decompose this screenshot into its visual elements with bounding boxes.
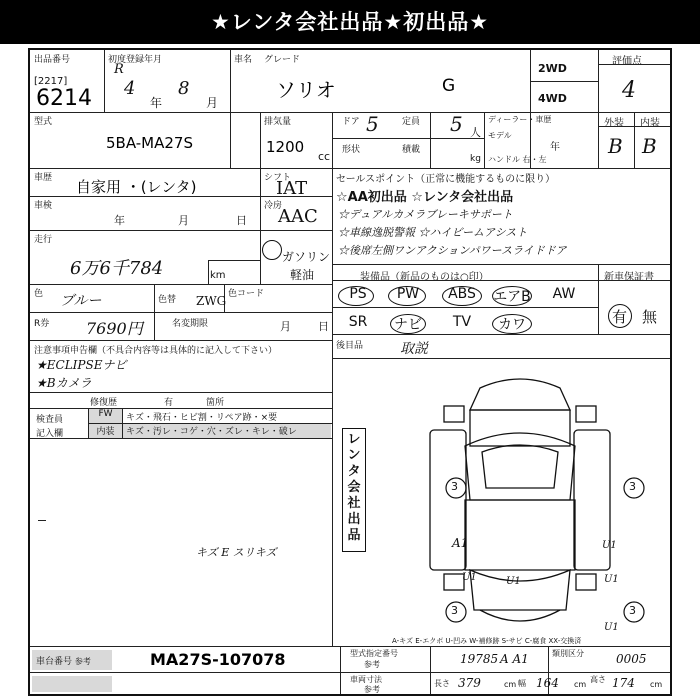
mark-center-left: U1 bbox=[506, 576, 521, 587]
repair-yes: 有 bbox=[164, 398, 174, 408]
color-label: 色 bbox=[34, 289, 44, 299]
ac-value: AAC bbox=[278, 206, 318, 227]
ext-grade: B bbox=[608, 134, 623, 158]
rear-items-value: 取説 bbox=[400, 341, 428, 357]
sales-point-3: ☆車線逸脱警報 ☆ハイビームアシスト bbox=[338, 226, 528, 239]
recycle-value: 7690円 bbox=[86, 319, 143, 338]
chassis-blank bbox=[32, 676, 112, 692]
first-reg-year-unit: 年 bbox=[150, 96, 163, 110]
mark-rear-right: U1 bbox=[604, 574, 619, 585]
drive-4wd: 4WD bbox=[538, 92, 567, 105]
car-name: ソリオ bbox=[276, 78, 336, 102]
equip-navi: ナビ bbox=[394, 317, 422, 333]
sales-point-2: ☆デュアルカメラブレーキサポート bbox=[338, 208, 513, 221]
mileage-value: 6万6千784 bbox=[70, 258, 164, 279]
repair-label: 修復歴 bbox=[90, 398, 118, 408]
dimensions-label: 車両寸法 bbox=[350, 675, 382, 684]
int-label: 内装 bbox=[640, 118, 660, 129]
inspector-fw-label: FW bbox=[89, 409, 122, 423]
displacement-value: 1200 bbox=[266, 138, 305, 156]
doors-label: ドア bbox=[342, 117, 360, 127]
ext-label: 外装 bbox=[604, 118, 624, 129]
damage-legend: A-キズ E-エクボ U-凹み W-補修跡 S-サビ C-腐食 XX-交換済 bbox=[392, 637, 582, 645]
chassis-value: MA27S-107078 bbox=[150, 650, 286, 669]
first-reg-label: 初度登録年月 bbox=[108, 55, 163, 65]
mileage-unit: km bbox=[210, 270, 226, 281]
name-change-month: 月 bbox=[280, 320, 291, 333]
first-reg-era: R bbox=[114, 62, 124, 77]
notes-item-1: ★ECLIPSEナビ bbox=[36, 358, 127, 372]
inspector-interior-text: キズ・汚レ・コゲ・穴・ズレ・キレ・破レ bbox=[123, 424, 331, 438]
width-value: 164 bbox=[536, 676, 559, 690]
inspector-fw-text: キズ・飛石・ヒビ割・リペア跡・×要 bbox=[126, 413, 278, 423]
mark-rear-bumper: A A1 bbox=[500, 652, 529, 666]
mark-front-right: U1 bbox=[602, 540, 617, 551]
sales-points-label: セールスポイント（正常に機能するものに限り） bbox=[336, 174, 556, 185]
auction-sheet bbox=[28, 48, 672, 696]
car-damage-diagram bbox=[370, 360, 670, 646]
car-name-label: 車名 bbox=[234, 55, 253, 65]
height-value: 174 bbox=[612, 676, 635, 690]
color-value: ブルー bbox=[60, 293, 102, 309]
lot-label: 出品番号 bbox=[34, 55, 71, 65]
class-value: 0005 bbox=[616, 652, 647, 666]
model-value: 5BA-MA27S bbox=[106, 134, 193, 152]
name-change-label: 名変期限 bbox=[172, 319, 209, 329]
rear-items-label: 後目品 bbox=[336, 341, 364, 351]
equip-pw: PW bbox=[396, 286, 420, 302]
tire-rear-left: 3 bbox=[451, 604, 458, 617]
handle-label: ハンドル 右・左 bbox=[488, 155, 547, 164]
color-code-label: 色コード bbox=[228, 289, 265, 299]
height-label: 高さ bbox=[590, 675, 606, 684]
inspection-month: 月 bbox=[178, 214, 189, 227]
warranty-label: 新車保証書 bbox=[604, 272, 654, 283]
height-unit: cm bbox=[650, 680, 663, 689]
length-value: 379 bbox=[458, 676, 481, 690]
capacity-value: 5 bbox=[450, 112, 463, 136]
equip-leather: カワ bbox=[498, 317, 526, 333]
model-label: 型式 bbox=[34, 117, 53, 127]
inspector-note: キズ E スリキズ bbox=[196, 546, 277, 559]
model-spec-ref: 参考 bbox=[364, 660, 380, 669]
inspector-label-1: 検査員 bbox=[36, 415, 64, 425]
mark-front-left: A1 bbox=[452, 536, 469, 550]
length-unit: cm bbox=[504, 680, 517, 689]
inspector-interior-label: 内装 bbox=[89, 424, 122, 438]
grade-label: グレード bbox=[264, 55, 301, 65]
inspector-label-2: 記入欄 bbox=[36, 429, 64, 439]
model-year-label: モデル bbox=[488, 131, 512, 140]
color-change-label: 色替 bbox=[158, 295, 177, 305]
mark-rear-corner: U1 bbox=[604, 622, 619, 633]
load-label: 積載 bbox=[402, 145, 421, 155]
lot-number: 6214 bbox=[36, 86, 92, 111]
equip-aw: AW bbox=[552, 286, 576, 302]
first-reg-month: 8 bbox=[178, 78, 190, 99]
warranty-no: 無 bbox=[642, 308, 658, 326]
shift-value: IAT bbox=[276, 178, 308, 199]
class-label: 類別区分 bbox=[552, 649, 584, 658]
width-unit: cm bbox=[574, 680, 587, 689]
first-reg-month-unit: 月 bbox=[206, 96, 219, 110]
drive-2wd: 2WD bbox=[538, 62, 567, 75]
lot-sub: [2217] bbox=[34, 76, 68, 87]
equip-ps: PS bbox=[349, 286, 367, 302]
car-grade: G bbox=[442, 76, 456, 96]
repair-location: 箇所 bbox=[206, 398, 225, 408]
shift-label: シフト bbox=[264, 173, 292, 183]
model-spec-label: 型式指定番号 bbox=[350, 649, 398, 658]
color-code: ZWG bbox=[196, 294, 227, 308]
dealer-label: ディーラー・車歴 bbox=[488, 115, 552, 124]
ac-label: 冷房 bbox=[264, 201, 283, 211]
notes-item-2: ★Bカメラ bbox=[36, 376, 92, 390]
model-year-unit: 年 bbox=[550, 142, 560, 153]
name-change-day: 日 bbox=[318, 320, 329, 333]
capacity-unit: 人 bbox=[470, 126, 481, 139]
inspection-year: 年 bbox=[114, 214, 125, 227]
equip-abs: ABS bbox=[448, 286, 476, 302]
recycle-label: R券 bbox=[34, 319, 50, 329]
tire-rear-right: 3 bbox=[629, 604, 636, 617]
dimensions-ref: 参考 bbox=[364, 685, 380, 694]
equip-sr: SR bbox=[348, 314, 368, 330]
body-shape-label: 形状 bbox=[342, 145, 361, 155]
capacity-label: 定員 bbox=[402, 117, 421, 127]
equip-tv: TV bbox=[452, 314, 472, 330]
equip-airbag: エアB bbox=[493, 289, 531, 305]
model-spec-value: 19785 bbox=[460, 652, 499, 666]
history-label: 車歴 bbox=[34, 173, 53, 183]
displacement-label: 排気量 bbox=[264, 117, 292, 127]
tire-front-right: 3 bbox=[629, 480, 636, 493]
page-banner: ★レンタ会社出品★初出品★ bbox=[0, 0, 700, 44]
fuel-diesel: 軽油 bbox=[290, 268, 315, 282]
fuel-gasoline: ガソリン bbox=[282, 250, 331, 264]
width-label: 幅 bbox=[518, 679, 526, 688]
first-reg-year: 4 bbox=[124, 78, 136, 99]
doors-value: 5 bbox=[366, 112, 379, 136]
displacement-unit: cc bbox=[318, 150, 331, 163]
eval-score: 4 bbox=[622, 78, 636, 103]
equipment-label: 装備品（新品のものは○印） bbox=[360, 272, 489, 283]
notes-label: 注意事項申告欄（不具合内容等は具体的に記入して下さい） bbox=[34, 346, 278, 356]
tire-front-left: 3 bbox=[451, 480, 458, 493]
warranty-yes: 有 bbox=[612, 308, 628, 326]
length-label: 長さ bbox=[434, 679, 450, 688]
history-value: 自家用 ・(レンタ) bbox=[76, 178, 197, 196]
sales-point-1: ☆AA初出品 ☆レンタ会社出品 bbox=[336, 190, 514, 205]
chassis-label: 車台番号 参考 bbox=[32, 650, 112, 670]
load-unit: kg bbox=[470, 154, 481, 164]
mark-rear-left: U1 bbox=[462, 572, 477, 583]
eval-label: 評価点 bbox=[612, 56, 642, 67]
inspection-day: 日 bbox=[236, 214, 247, 227]
sales-point-4: ☆後席左側ワンアクションパワースライドドア bbox=[338, 244, 567, 257]
mileage-label: 走行 bbox=[34, 235, 53, 245]
inspection-label: 車検 bbox=[34, 201, 53, 211]
int-grade: B bbox=[642, 134, 657, 158]
rental-stamp: レンタ会社出品 bbox=[347, 432, 361, 543]
